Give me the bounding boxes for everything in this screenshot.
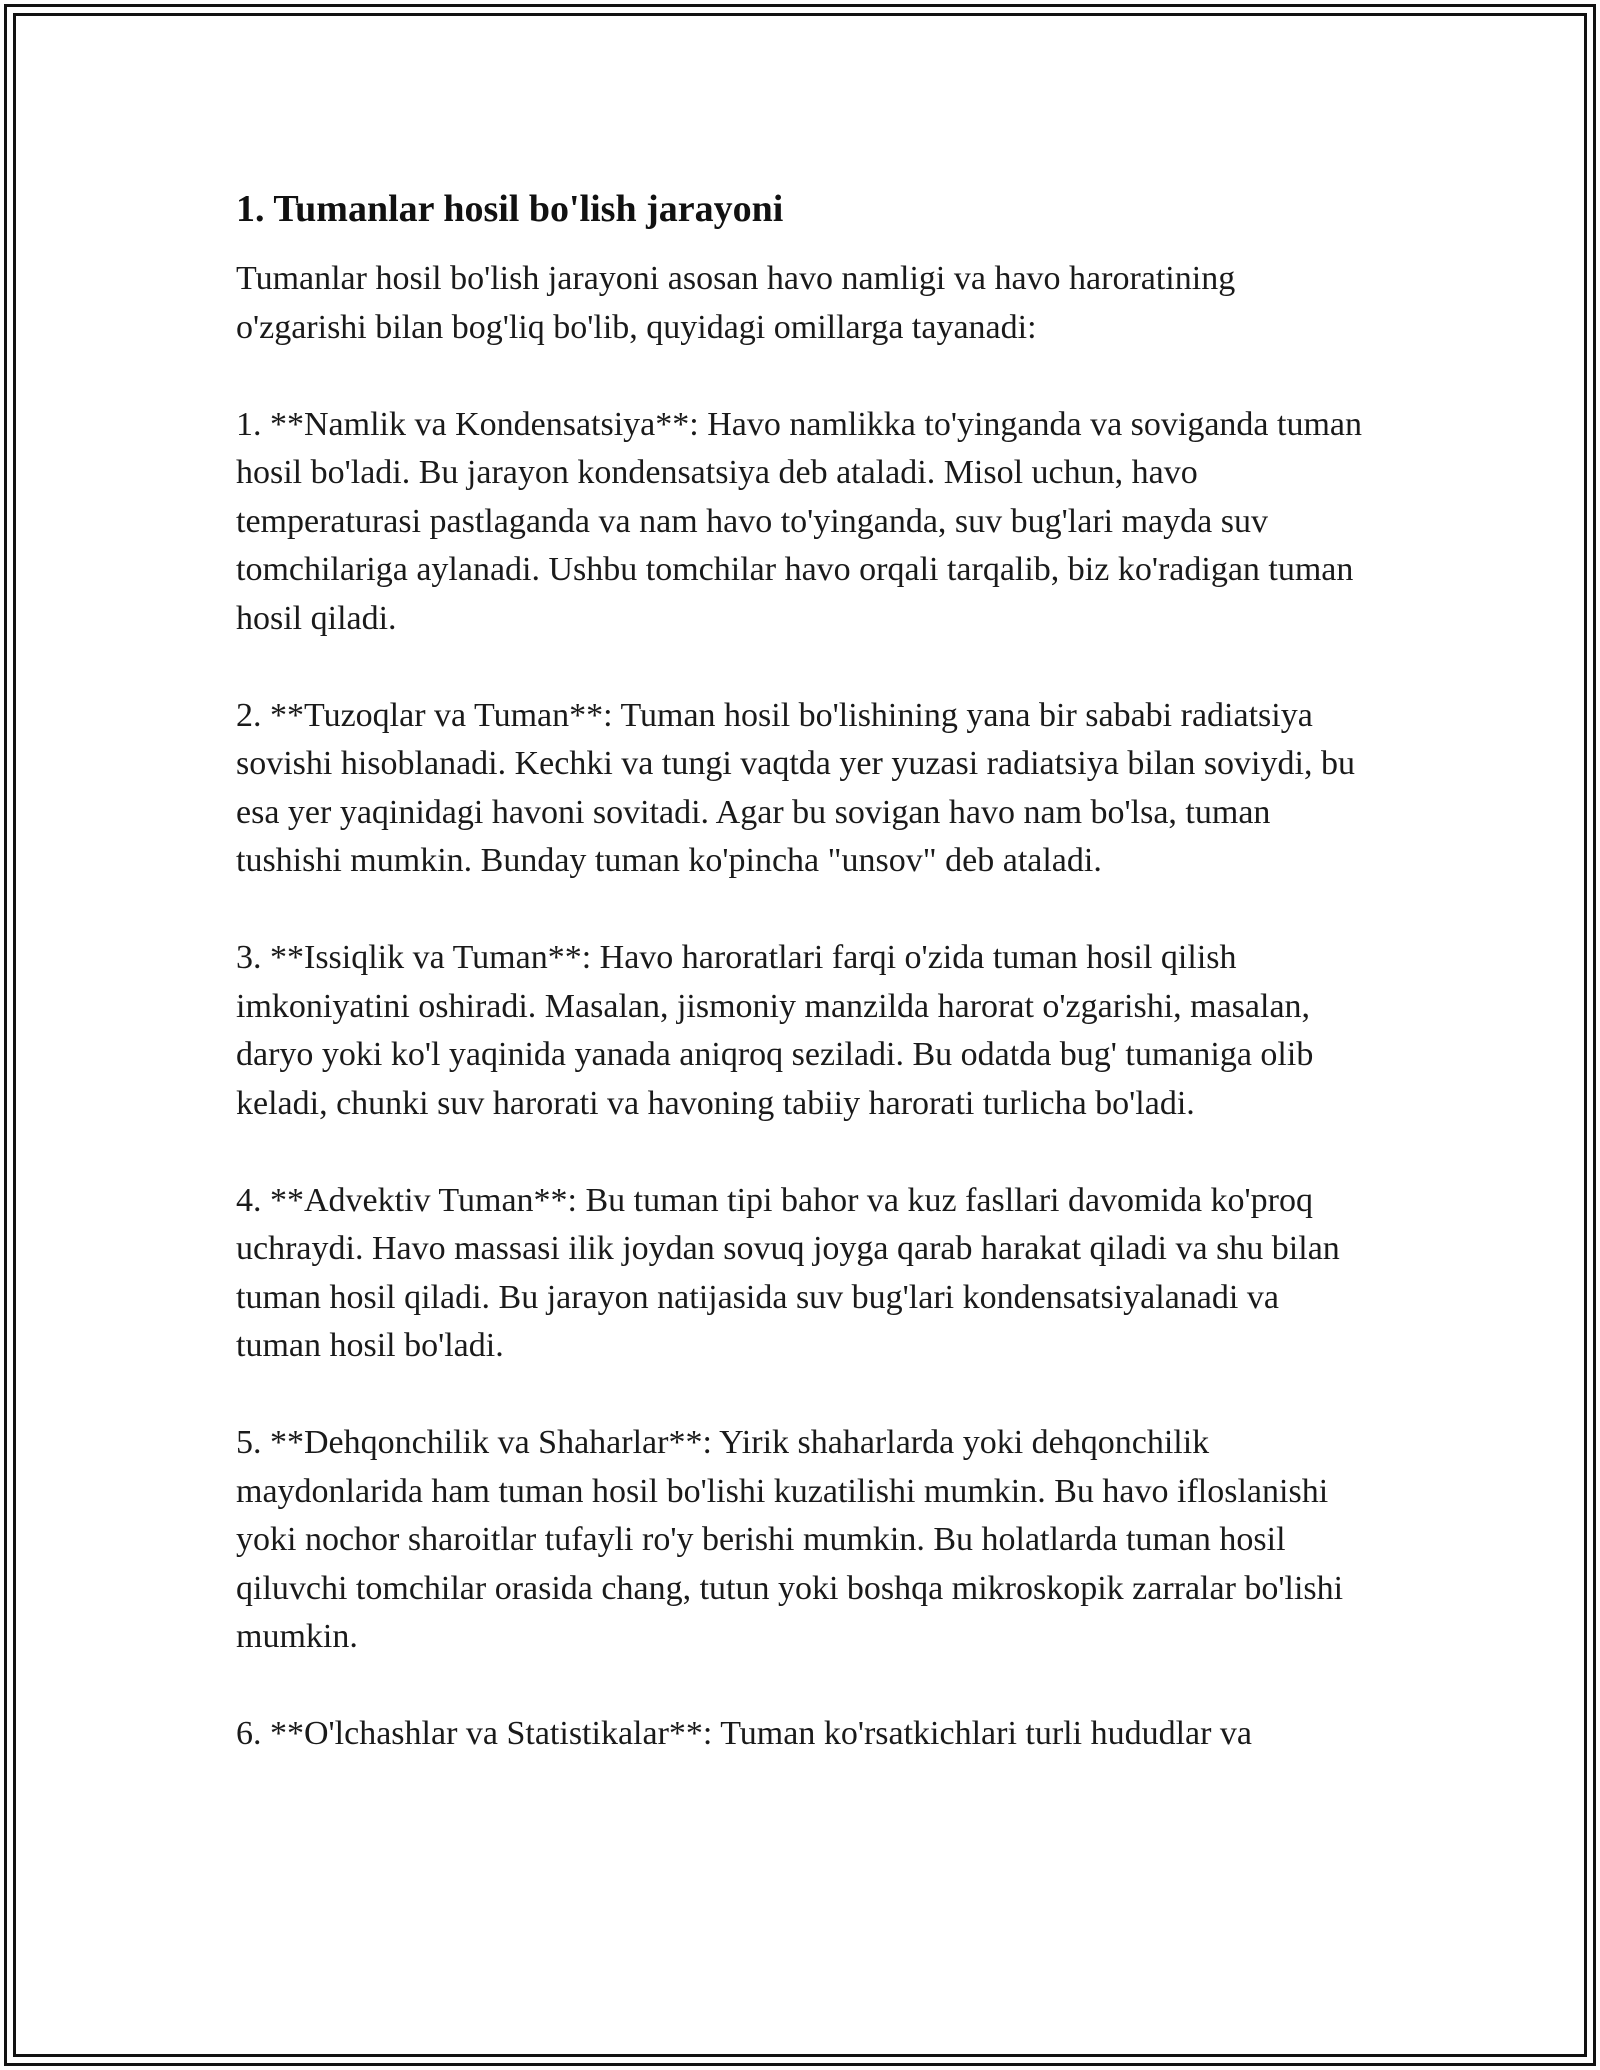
intro-paragraph: Tumanlar hosil bo'lish jarayoni asosan havo namligi va havo haroratining o'zgarishi bilan bog'liq bo'lib, quyidagi omillarga tayanadi:: [236, 260, 1236, 346]
section-heading: 1. Tumanlar hosil bo'lish jarayoni: [236, 188, 784, 230]
list-item-olchashlar: 6. **O'lchashlar va Statistikalar**: Tuman ko'rsatkichlari turli hududlar va: [236, 1715, 1253, 1752]
list-item-namlik: 1. **Namlik va Kondensatsiya**: Havo namlikka to'yinganda va soviganda tuman hosil bo'ladi. Bu jarayon kondensatsiya deb ataladi. Misol uchun, havo temperaturasi pastlaganda va nam havo to'yinganda, suv bug'lari mayda suv tomchilariga aylanadi. Ushbu tomchilar havo orqali tarqalib, biz ko'radigan tuman hosil qiladi.: [236, 405, 1363, 637]
list-item-advektiv: 4. **Advektiv Tuman**: Bu tuman tipi bahor va kuz fasllari davomida ko'proq uchraydi. Havo massasi ilik joydan sovuq joyga qarab harakat qiladi va shu bilan tuman hosil qiladi. Bu jarayon natijasida suv bug'lari kondensatsiyalanadi va tuman hosil bo'ladi.: [236, 1181, 1340, 1364]
document-body: [236, 185, 1366, 1807]
list-item-dehqonchilik: 5. **Dehqonchilik va Shaharlar**: Yirik shaharlarda yoki dehqonchilik maydonlarida ham tuman hosil bo'lishi kuzatilishi mumkin. Bu havo ifloslanishi yoki nochor sharoitlar tufayli ro'y berishi mumkin. Bu holatlarda tuman hosil qiluvchi tomchilar orasida chang, tutun yoki boshqa mikroskopik zarralar bo'lishi mumkin.: [236, 1424, 1344, 1655]
list-item-issiqlik: 3. **Issiqlik va Tuman**: Havo haroratlari farqi o'zida tuman hosil qilish imkoniyatini oshiradi. Masalan, jismoniy manzilda harorat o'zgarishi, masalan, daryo yoki ko'l yaqinida yanada aniqroq seziladi. Bu odatda bug' tumaniga olib keladi, chunki suv harorati va havoning tabiiy harorati turlicha bo'ladi.: [236, 939, 1314, 1122]
list-item-tuzoqlar: 2. **Tuzoqlar va Tuman**: Tuman hosil bo'lishining yana bir sababi radiatsiya sovishi hisoblanadi. Kechki va tungi vaqtda yer yuzasi radiatsiya bilan soviydi, bu esa yer yaqinidagi havoni sovitadi. Agar bu sovigan havo nam bo'lsa, tuman tushishi mumkin. Bunday tuman ko'pincha "unsov" deb ataladi.: [236, 696, 1355, 879]
